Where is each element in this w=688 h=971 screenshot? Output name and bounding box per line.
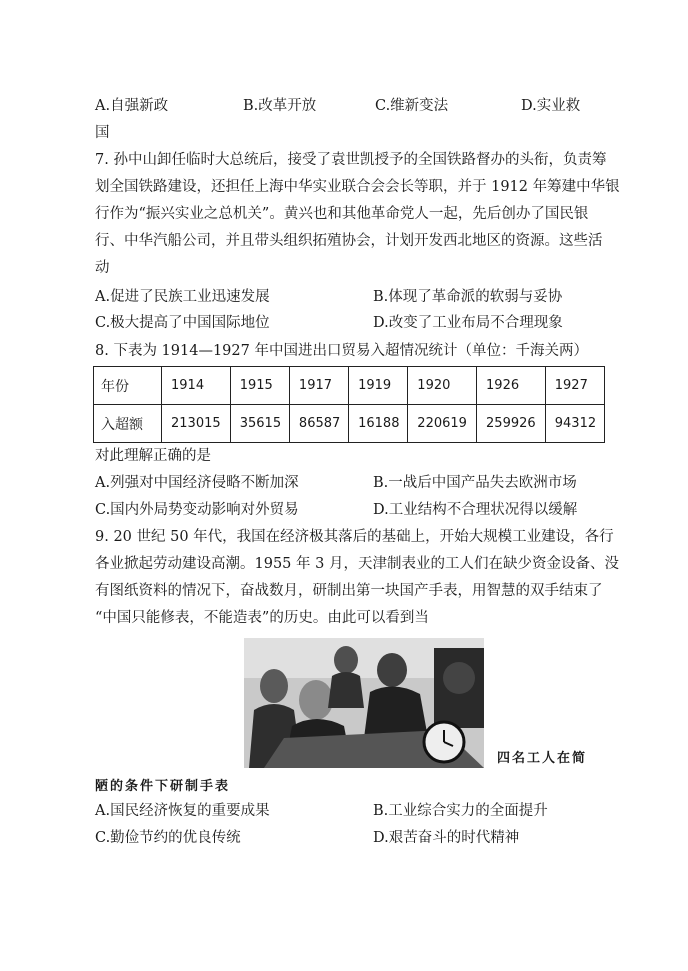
photo-caption-part1: 四名工人在简 [497, 751, 588, 766]
q6-option-d-wrap: 国 [95, 125, 110, 141]
q6-option-c: C.维新变法 [375, 98, 449, 114]
table-row [94, 405, 605, 443]
workers-photo-illustration [244, 638, 484, 768]
q9-stem-line: 9. 20 世纪 50 年代，我国在经济极其落后的基础上，开始大规模工业建设，各行 [95, 529, 614, 545]
photo-caption-part2: 陋的条件下研制手表 [95, 779, 231, 794]
table-cell: 1919 [349, 367, 408, 405]
table-cell: 1915 [230, 367, 289, 405]
q9-stem-line: 各业掀起劳动建设高潮。1955 年 3 月，天津制表业的工人们在缺少资金设备、没 [95, 556, 619, 572]
q6-option-a: A.自强新政 [95, 98, 169, 114]
table-cell: 94312 [545, 405, 604, 443]
table-header-year: 年份 [94, 367, 162, 405]
q9-option-a: A.国民经济恢复的重要成果 [95, 803, 270, 819]
q8-option-d: D.工业结构不合理状况得以缓解 [373, 502, 578, 518]
q9-stem-line: 有图纸资料的情况下，奋战数月，研制出第一块国产手表，用智慧的双手结束了 [95, 583, 603, 599]
q7-option-b: B.体现了革命派的软弱与妥协 [373, 289, 563, 305]
table-cell: 1927 [545, 367, 604, 405]
table-cell: 16188 [349, 405, 408, 443]
q7-option-c: C.极大提高了中国国际地位 [95, 315, 270, 331]
q7-option-d: D.改变了工业布局不合理现象 [373, 315, 563, 331]
table-cell: 1914 [162, 367, 231, 405]
q6-option-b: B.改革开放 [243, 98, 317, 114]
q6-option-d: D.实业救 [521, 98, 581, 114]
q9-option-b: B.工业综合实力的全面提升 [373, 803, 548, 819]
q7-stem-line: 划全国铁路建设，还担任上海中华实业联合会会长等职，并于 1912 年筹建中华银 [95, 179, 620, 195]
table-cell: 35615 [230, 405, 289, 443]
q8-question: 对此理解正确的是 [95, 448, 211, 464]
q9-stem-line: “中国只能修表，不能造表”的历史。由此可以看到当 [95, 610, 429, 626]
q8-stem: 8. 下表为 1914—1927 年中国进出口贸易入超情况统计（单位：千海关两） [95, 343, 588, 359]
q9-option-d: D.艰苦奋斗的时代精神 [373, 830, 520, 846]
table-cell: 259926 [477, 405, 546, 443]
q7-stem-line: 动 [95, 260, 110, 276]
trade-table [93, 366, 605, 443]
table-row [94, 367, 605, 405]
table-cell: 1926 [477, 367, 546, 405]
q8-option-a: A.列强对中国经济侵略不断加深 [95, 475, 299, 491]
q7-stem-line: 行作为“振兴实业之总机关”。黄兴也和其他革命党人一起，先后创办了国民银 [95, 206, 589, 222]
table-cell: 86587 [289, 405, 348, 443]
workers-photo [244, 638, 484, 768]
q8-option-c: C.国内外局势变动影响对外贸易 [95, 502, 299, 518]
q7-stem-line: 行、中华汽船公司，并且带头组织拓殖协会，计划开发西北地区的资源。这些活 [95, 233, 603, 249]
q7-option-a: A.促进了民族工业迅速发展 [95, 289, 270, 305]
q9-option-c: C.勤俭节约的优良传统 [95, 830, 241, 846]
table-cell: 1917 [289, 367, 348, 405]
table-header-amount: 入超额 [94, 405, 162, 443]
table-cell: 1920 [408, 367, 477, 405]
table-cell: 220619 [408, 405, 477, 443]
q7-stem-line: 7. 孙中山卸任临时大总统后，接受了袁世凯授予的全国铁路督办的头衔，负责筹 [95, 152, 607, 168]
table-cell: 213015 [162, 405, 231, 443]
q8-option-b: B.一战后中国产品失去欧洲市场 [373, 475, 577, 491]
